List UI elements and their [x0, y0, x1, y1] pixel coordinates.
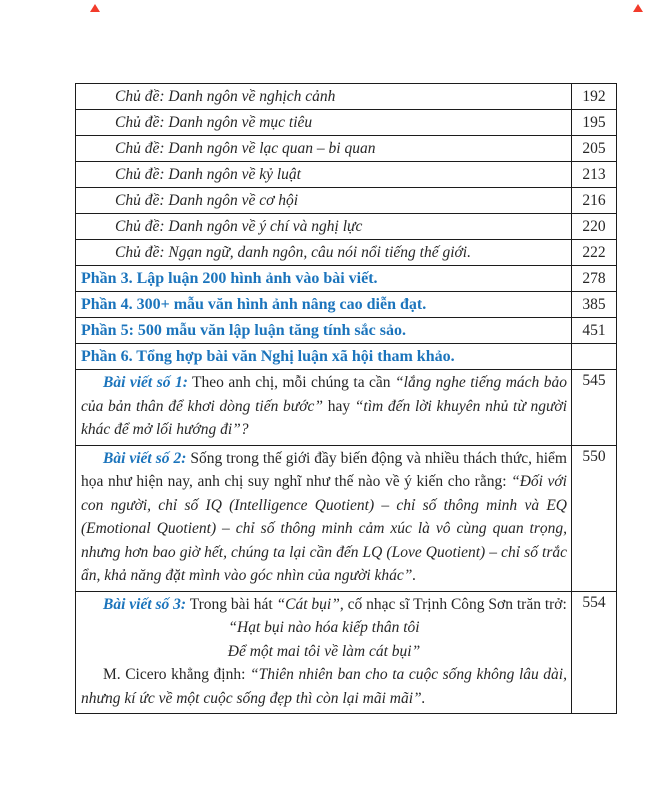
page-number: 213 — [572, 162, 617, 188]
toc-entry-text — [76, 445, 572, 591]
table-row — [76, 162, 617, 188]
table-row — [76, 292, 617, 318]
essay-paragraph — [81, 447, 567, 588]
page-number: 278 — [572, 266, 617, 292]
page-number: 195 — [572, 110, 617, 136]
toc-table-body — [76, 84, 617, 714]
page-number: 451 — [572, 318, 617, 344]
toc-entry-text: Phần 3. Lập luận 200 hình ảnh vào bài viết. — [76, 266, 572, 292]
text-segment: “Đối với con người, chỉ số IQ (Intelligence Quotient) – chỉ số thông minh và EQ (Emotional Quotient) – chỉ số thông minh cảm xúc là vô cùng quan trọng, nhưng hơn bao giờ hết, chúng ta lại cần đến LQ (Love Quotient) – chỉ số trắc ẩn, khả năng đặt mình vào góc nhìn của người khác”. — [81, 473, 567, 584]
toc-entry-text: Phần 4. 300+ mẫu văn hình ảnh nâng cao diễn đạt. — [76, 292, 572, 318]
text-segment: “Cát bụi” — [276, 595, 340, 613]
text-segment: , cố nhạc sĩ Trịnh Công Sơn trăn trở: — [339, 595, 567, 613]
table-row — [76, 188, 617, 214]
page-number: 216 — [572, 188, 617, 214]
page-number: 205 — [572, 136, 617, 162]
table-row — [76, 318, 617, 344]
toc-entry-text: Chủ đề: Danh ngôn về mục tiêu — [76, 110, 572, 136]
essay-paragraph — [81, 663, 567, 710]
page-number: 554 — [572, 591, 617, 714]
page-number: 220 — [572, 214, 617, 240]
table-row — [76, 445, 617, 591]
table-row — [76, 84, 617, 110]
text-segment: Trong bài hát — [186, 595, 277, 613]
table-row — [76, 214, 617, 240]
table-row — [76, 240, 617, 266]
toc-entry-text: Chủ đề: Danh ngôn về kỷ luật — [76, 162, 572, 188]
text-segment: hay — [323, 397, 355, 415]
toc-entry-text: Phần 5: 500 mẫu văn lập luận tăng tính sắc sảo. — [76, 318, 572, 344]
text-segment: Để một mai tôi về làm cát bụi” — [227, 642, 421, 660]
toc-entry-text — [76, 591, 572, 714]
red-corner-mark-left-icon — [90, 4, 100, 12]
text-segment: “Hạt bụi nào hóa kiếp thân tôi — [228, 619, 420, 636]
text-segment: “Thiên nhiên ban cho ta cuộc sống không lâu dài, nhưng kí ức về một cuộc sống đẹp thì còn lại mãi mãi”. — [81, 666, 567, 707]
page-number: 545 — [572, 370, 617, 446]
toc-entry-text: Chủ đề: Danh ngôn về nghịch cảnh — [76, 84, 572, 110]
essay-paragraph — [81, 593, 567, 617]
page-number — [572, 344, 617, 370]
table-of-contents — [75, 83, 617, 714]
text-segment: “lắng nghe tiếng mách bảo của bản thân để khơi dòng tiến bước” — [81, 374, 567, 415]
essay-number-label: Bài viết số 2: — [103, 449, 187, 467]
table-row — [76, 136, 617, 162]
toc-entry-text: Chủ đề: Danh ngôn về cơ hội — [76, 188, 572, 214]
quote-line — [81, 616, 567, 640]
toc-entry-text: Chủ đề: Ngạn ngữ, danh ngôn, câu nói nổi tiếng thế giới. — [76, 240, 572, 266]
text-segment: “tìm đến lời khuyên nhủ từ người khác để mở lối hướng đi”? — [81, 397, 567, 438]
text-segment: M. Cicero khẳng định: — [103, 666, 250, 683]
page-number: 222 — [572, 240, 617, 266]
toc-entry-text: Phần 6. Tổng hợp bài văn Nghị luận xã hội tham khảo. — [76, 344, 572, 370]
page-number: 385 — [572, 292, 617, 318]
quote-line — [81, 640, 567, 664]
table-row — [76, 344, 617, 370]
essay-number-label: Bài viết số 3: — [103, 595, 187, 613]
table-row — [76, 110, 617, 136]
essay-paragraph — [81, 371, 567, 442]
table-row — [76, 370, 617, 446]
toc-entry-text — [76, 370, 572, 446]
page-number: 192 — [572, 84, 617, 110]
text-segment: Theo anh chị, mỗi chúng ta cần — [187, 374, 396, 391]
table-row — [76, 591, 617, 714]
essay-number-label: Bài viết số 1: — [103, 374, 188, 391]
red-corner-mark-right-icon — [633, 4, 643, 12]
page-number: 550 — [572, 445, 617, 591]
table-row — [76, 266, 617, 292]
toc-entry-text: Chủ đề: Danh ngôn về lạc quan – bi quan — [76, 136, 572, 162]
toc-entry-text: Chủ đề: Danh ngôn về ý chí và nghị lực — [76, 214, 572, 240]
text-segment: Sống trong thế giới đầy biến động và nhiều thách thức, hiểm họa như hiện nay, anh chị suy nghĩ như thế nào về ý kiến cho rằng: — [81, 449, 567, 490]
